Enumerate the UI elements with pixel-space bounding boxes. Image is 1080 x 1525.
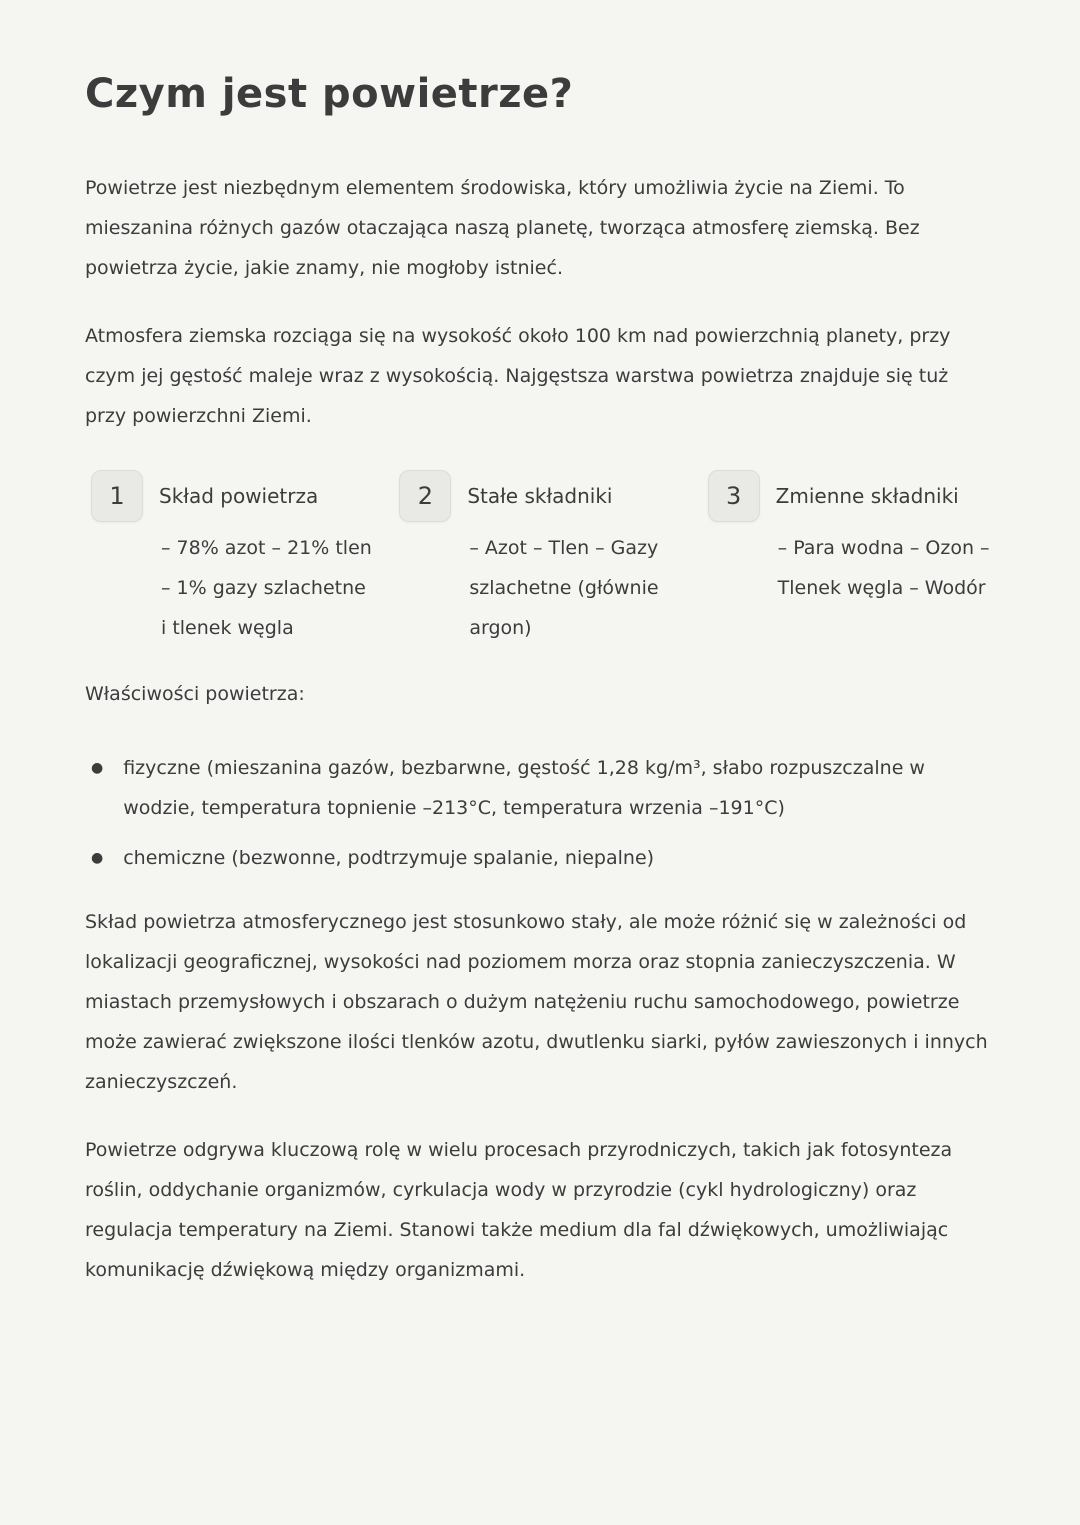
item-title: Zmienne składniki [775, 484, 959, 508]
bullet-icon: ● [91, 760, 104, 776]
item-content [467, 470, 683, 648]
numbered-items-row [91, 470, 992, 648]
list-item [85, 748, 992, 828]
item-number-badge: 3 [708, 470, 760, 522]
item-number-badge: 1 [91, 470, 143, 522]
list-item [85, 838, 992, 878]
bullet-icon: ● [91, 850, 104, 866]
list-item-text: fizyczne (mieszanina gazów, bezbarwne, gęstość 1,28 kg/m³, słabo rozpuszczalne w wodzie, temperatura topnienie –213°C, temperatura wrzenia –191°C) [123, 757, 925, 819]
numbered-item [399, 470, 683, 648]
numbered-item [708, 470, 992, 648]
item-body: – 78% azot – 21% tlen – 1% gazy szlachetne i tlenek węgla [161, 537, 372, 639]
item-title: Skład powietrza [159, 484, 319, 508]
item-title: Stałe składniki [467, 484, 613, 508]
intro-paragraph: Powietrze jest niezbędnym elementem środowiska, który umożliwia życie na Ziemi. To mieszanina różnych gazów otaczająca naszą planetę, tworząca atmosferę ziemską. Bez powietrza życie, jakie znamy, nie mogłoby istnieć. [85, 177, 920, 279]
numbered-item [91, 470, 375, 648]
item-body: – Para wodna – Ozon – Tlenek węgla – Wodór [777, 537, 990, 599]
page-title: Czym jest powietrze? [85, 71, 574, 117]
item-content [776, 470, 992, 608]
item-body: – Azot – Tlen – Gazy szlachetne (głównie argon) [469, 537, 659, 639]
atmosphere-paragraph: Atmosfera ziemska rozciąga się na wysokość około 100 km nad powierzchnią planety, przy czym jej gęstość maleje wraz z wysokością. Najgęstsza warstwa powietrza znajduje się tuż przy powierzchni Ziemi. [85, 325, 951, 427]
properties-list [85, 748, 992, 878]
item-content [159, 470, 375, 648]
list-item-text: chemiczne (bezwonne, podtrzymuje spalanie, niepalne) [123, 847, 655, 869]
role-paragraph: Powietrze odgrywa kluczową rolę w wielu procesach przyrodniczych, takich jak fotosynteza roślin, oddychanie organizmów, cyrkulacja wody w przyrodzie (cykl hydrologiczny) oraz regulacja temperatury na Ziemi. Stanowi także medium dla fal dźwiękowych, umożliwiając komunikację dźwiękową między organizmami. [85, 1139, 953, 1281]
composition-variability-paragraph: Skład powietrza atmosferycznego jest stosunkowo stały, ale może różnić się w zależności od lokalizacji geograficznej, wysokości nad poziomem morza oraz stopnia zanieczyszczenia. W miastach przemysłowych i obszarach o dużym natężeniu ruchu samochodowego, powietrze może zawierać zwiększone ilości tlenków azotu, dwutlenku siarki, pyłów zawieszonych i innych zanieczyszczeń. [85, 911, 988, 1093]
properties-heading: Właściwości powietrza: [85, 683, 305, 705]
item-number-badge: 2 [399, 470, 451, 522]
